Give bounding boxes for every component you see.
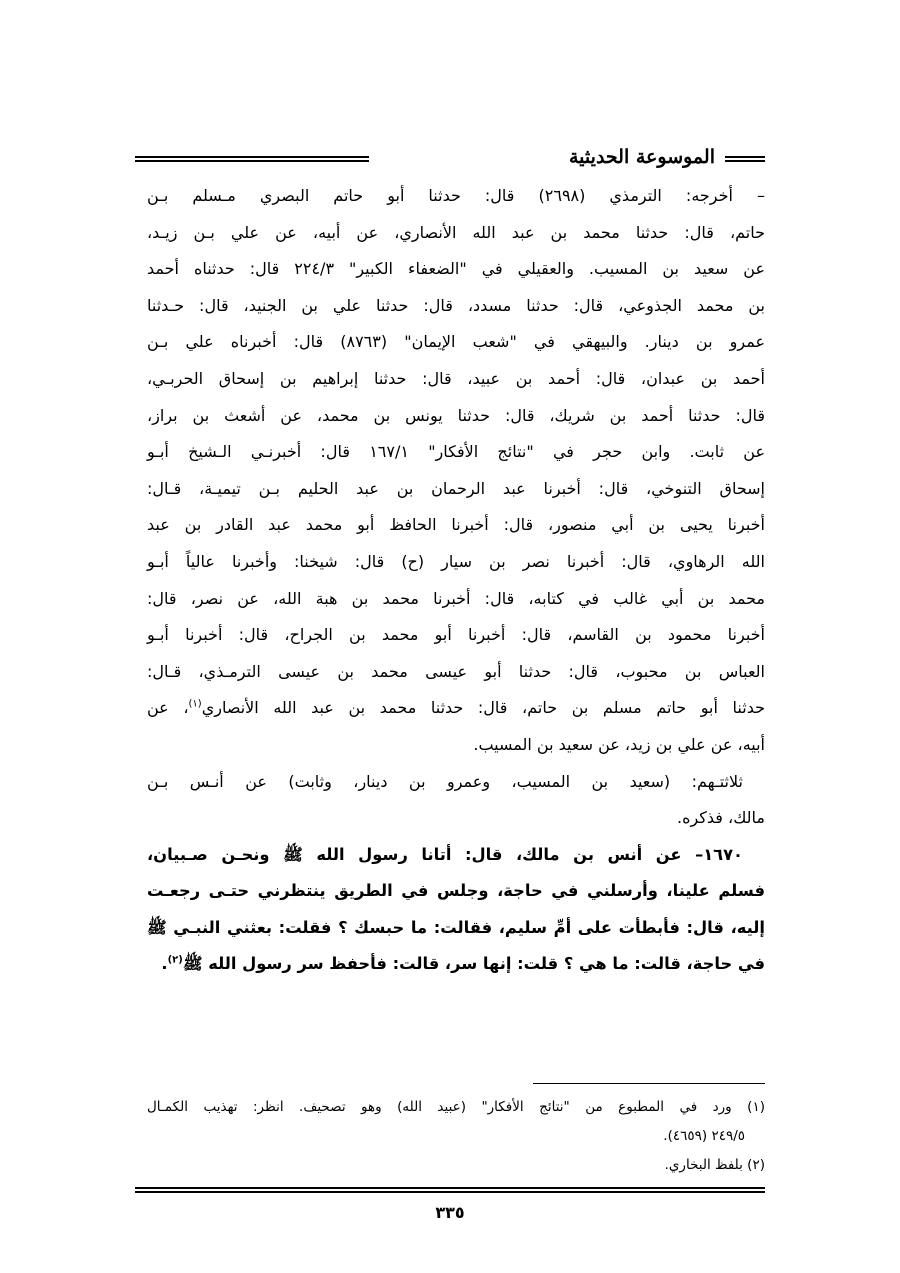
text-line: قال: حدثنا أحمد بن شريك، قال: حدثنا يونس بن محمد، عن أشعث بن براز،: [147, 405, 765, 425]
text-line: عمرو بن دينار. والبيهقي في "شعب الإيمان" (٨٧٦٣) قال: أخبرناه علي بـن: [147, 332, 765, 352]
footnote-separator: [533, 1083, 765, 1084]
text-line: إسحاق التنوخي، قال: أخبرنا عبد الرحمان بن عبد الحليم بـن تيميـة، قـال:: [147, 478, 765, 498]
footnote-1-continuation: ٢٤٩/٥ (٤٦٥٩).: [663, 1128, 745, 1144]
summary-line: ثلاثتـهم: (سعيد بن المسيب، وعمرو بن دينار، وثابت) عن أنـس بـن: [147, 771, 743, 791]
page-number: ٣٣٥: [435, 1203, 465, 1222]
text-line: عن سعيد بن المسيب. والعقيلي في "الضعفاء الكبير" ٢٢٤/٣ قال: حدثناه أحمد: [147, 259, 766, 279]
header-title: الموسوعة الحديثية: [569, 146, 715, 168]
text-line: – أخرجه: الترمذي (٢٦٩٨) قال: حدثنا أبو حاتم البصري مـسلم بـن: [147, 186, 765, 205]
footnote-2: (٢) بلفظ البخاري.: [664, 1157, 765, 1173]
text-segment: ، عن: [147, 698, 189, 718]
footnote-1: (١) ورد في المطبوع من "نتائج الأفكار" (عبيد الله) وهو تصحيف. انظر: تهذيب الكمـال: [147, 1099, 765, 1115]
text-line: أخبرنا يحيى بن أبي منصور، قال: أخبرنا الحافظ أبو محمد عبد القادر بن عبد: [147, 515, 765, 535]
hadith-line: فسلم علينا، وأرسلني في حاجة، وجلس في الطريق ينتظرني حتـى رجعـت: [147, 881, 765, 901]
text-segment: حدثنا أبو حاتم مسلم بن حاتم، قال: حدثنا محمد بن عبد الله الأنصاري: [201, 698, 765, 718]
text-line: أحمد بن عبدان، قال: أحمد بن عبيد، قال: حدثنا إبراهيم بن إسحاق الحربـي،: [147, 368, 765, 388]
text-segment: .: [161, 954, 168, 974]
text-line: عن ثابت. وابن حجر في "نتائج الأفكار" ١٦٧/١ قال: أخبرنـي الـشيخ أبـو: [147, 442, 765, 462]
text-line: حاتم، قال: حدثنا محمد بن عبد الله الأنصاري، عن أبيه، عن علي بـن زيـد،: [147, 222, 765, 242]
header-rule-left: [135, 156, 369, 162]
hadith-line-with-footnote-ref: [147, 946, 765, 983]
footnotes: [147, 1093, 765, 1180]
text-line: أخبرنا محمود بن القاسم، قال: أخبرنا أبو محمد بن الجراح، قال: أخبرنا أبـو: [147, 625, 765, 645]
text-line: بن محمد الجذوعي، قال: حدثنا مسدد، قال: حدثنا علي بن الجنيد، قال: حـدثنا: [147, 295, 765, 315]
text-line: الله الرهاوي، قال: أخبرنا نصر بن سيار (ح) قال: شيخنا: وأخبرنا عالياً أبـو: [147, 551, 765, 571]
text-line: العباس بن محبوب، قال: حدثنا أبو عيسى محمد بن عيسى الترمـذي، قـال:: [147, 661, 765, 681]
header-rule-right: [725, 156, 765, 162]
text-line: محمد بن أبي غالب في كتابه، قال: أخبرنا محمد بن هبة الله، عن نصر، قال:: [147, 588, 765, 608]
summary-line: مالك، فذكره.: [676, 808, 765, 828]
hadith-line: إليه، قال: فأبطأت على أمِّ سليم، فقالت: ما حبسك ؟ فقلت: بعثني النبـي ﷺ: [147, 917, 765, 937]
bottom-rule: [135, 1187, 765, 1193]
text-segment: في حاجة، قالت: ما هي ؟ قلت: إنها سر، قالت: فأحفظ سر رسول الله ﷺ: [182, 954, 765, 974]
footnote-ref-1[interactable]: (١): [188, 698, 202, 710]
running-header: [135, 142, 765, 174]
footnote-ref-2[interactable]: (٢): [167, 955, 183, 967]
hadith-line: ١٦٧٠– عن أنس بن مالك، قال: أتانا رسول الله ﷺ ونحـن صـبيان،: [147, 844, 743, 864]
main-text: [147, 178, 765, 983]
text-line-with-footnote-ref: [147, 690, 765, 727]
text-line: أبيه، عن علي بن زيد، عن سعيد بن المسيب.: [473, 734, 765, 754]
